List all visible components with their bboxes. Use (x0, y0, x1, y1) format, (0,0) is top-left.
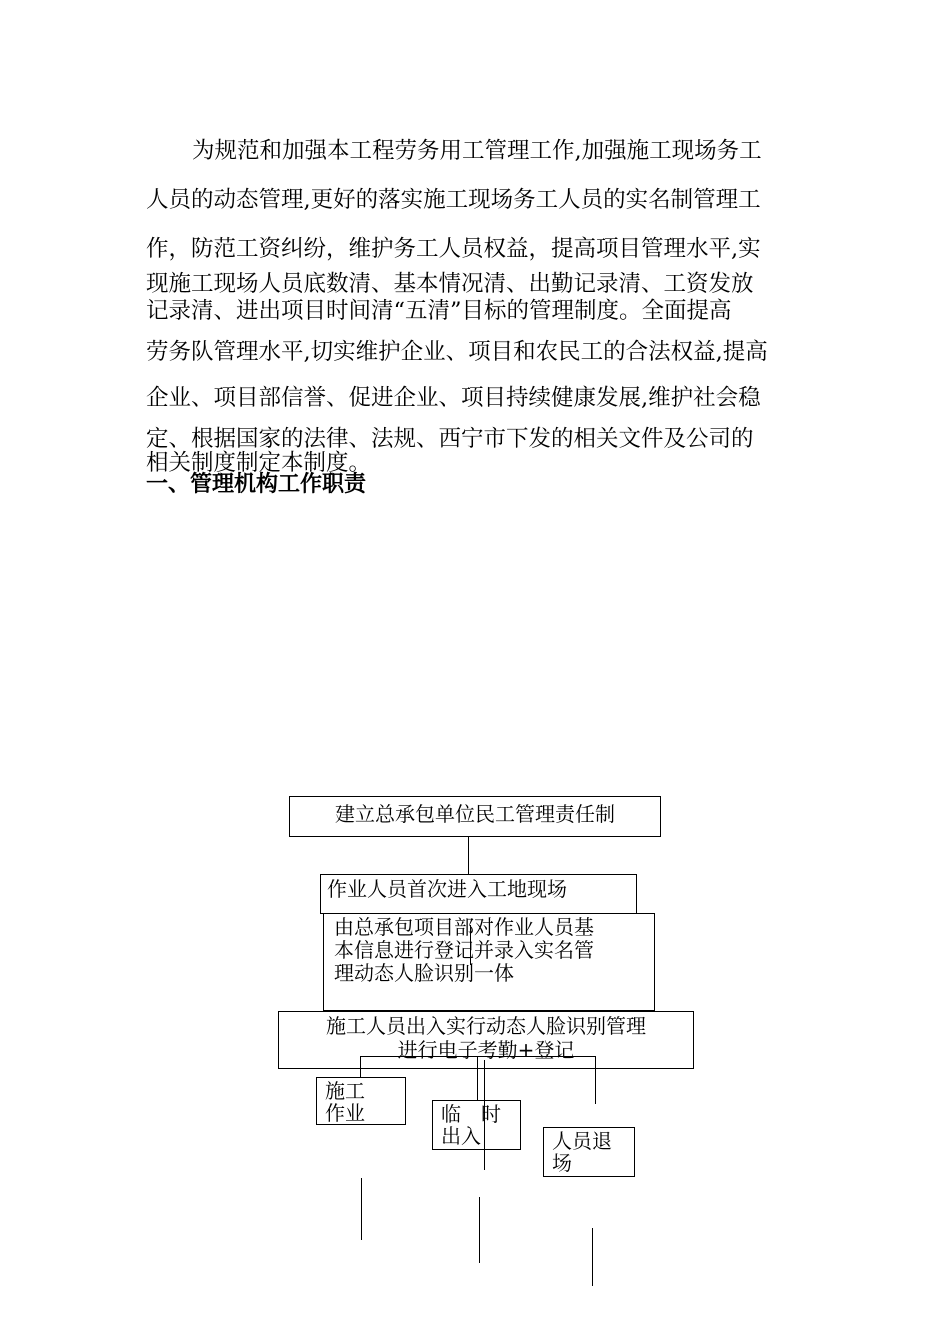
flow-box-face-recognition: 施工人员出入实行动态人脸识别管理 进行电子考勤+登记 (278, 1011, 694, 1069)
branch-line (360, 1056, 596, 1057)
flow-box-responsibility: 建立总承包单位民工管理责任制 (289, 796, 661, 837)
paragraph-line-5: 记录清、进出项目时间清“五清”目标的管理制度。全面提高 (146, 298, 732, 324)
paragraph-line-2: 人员的动态管理,更好的落实施工现场务工人员的实名制管理工 (146, 187, 761, 213)
branch-left (360, 1056, 361, 1078)
branch-mid-a (477, 1056, 478, 1100)
paragraph-line-1: 为规范和加强本工程劳务用工管理工作,加强施工现场务工 (192, 138, 762, 164)
section-heading: 一、管理机构工作职责 (146, 472, 367, 497)
branch-right (595, 1056, 596, 1104)
paragraph-line-4: 现施工现场人员底数清、基本情况清、出勤记录清、工资发放 (146, 271, 754, 297)
flow-box-temporary-exit: 临 时 出入 (432, 1100, 521, 1150)
flow-box-registration: 由总承包项目部对作业人员基 本信息进行登记并录入实名管 理动态人脸识别一体 (323, 913, 655, 1011)
tail-line-mid (479, 1197, 480, 1263)
paragraph-line-6: 劳务队管理水平,切实维护企业、项目和农民工的合法权益,提高 (146, 339, 768, 365)
flow-box-personnel-exit: 人员退 场 (543, 1127, 635, 1177)
paragraph-line-9: 相关制度制定本制度。 (146, 450, 372, 476)
connector-2 (470, 925, 471, 965)
connector-1 (468, 837, 469, 875)
paragraph-line-7: 企业、项目部信誉、促进企业、项目持续健康发展,维护社会稳 (146, 385, 761, 411)
paragraph-line-3: 作，防范工资纠纷，维护务工人员权益，提高项目管理水平,实 (146, 236, 761, 262)
paragraph-line-8: 定、根据国家的法律、法规、西宁市下发的相关文件及公司的 (146, 426, 754, 452)
tail-line-left (361, 1178, 362, 1240)
tail-line-right (592, 1228, 593, 1286)
flow-box-first-entry: 作业人员首次进入工地现场 (320, 874, 637, 914)
flow-box-construction-work: 施工 作业 (316, 1077, 406, 1125)
